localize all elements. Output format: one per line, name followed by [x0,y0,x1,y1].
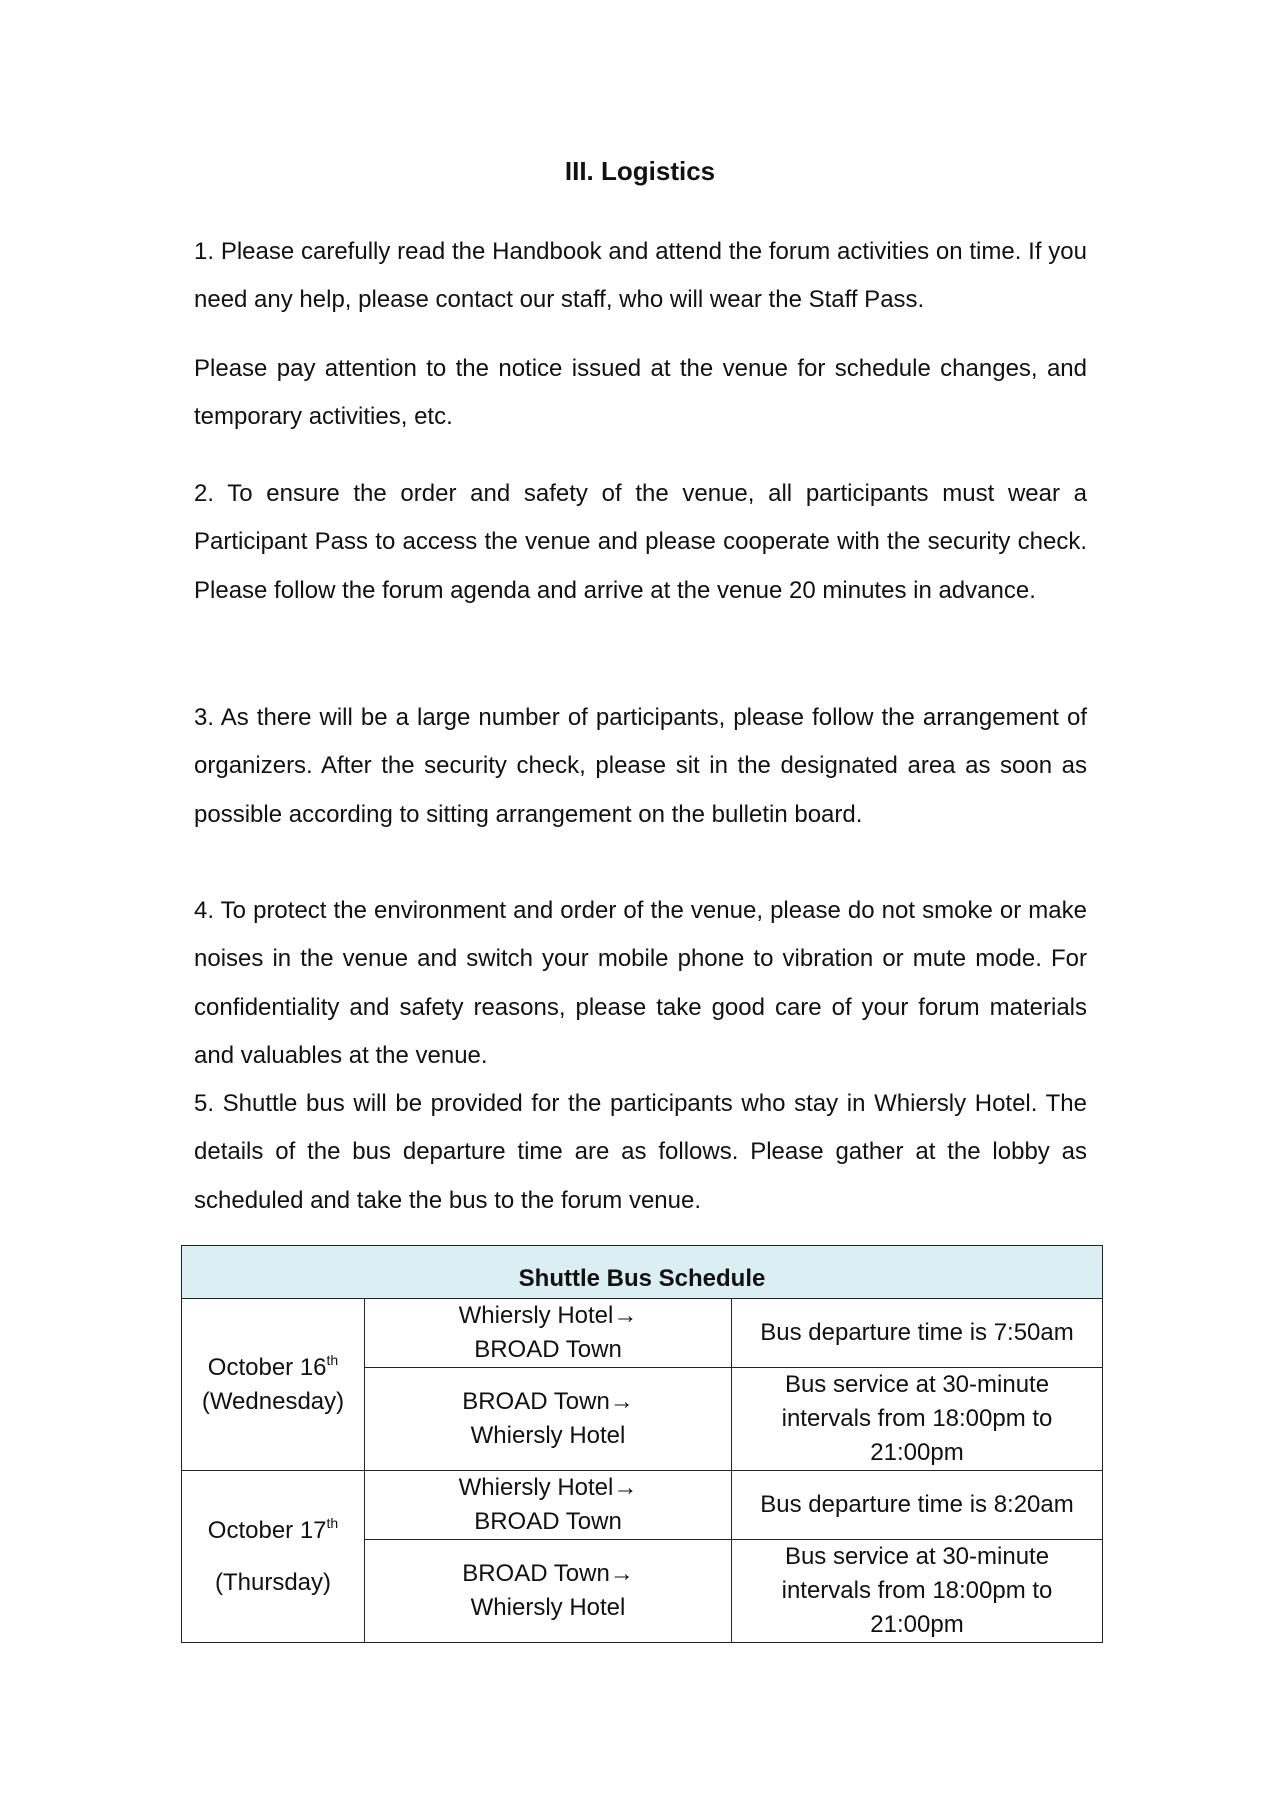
date-text: October 16 [207,1353,327,1381]
weekday-text: (Wednesday) [201,1387,345,1415]
time-text-line-2: intervals from 18:00pm to [781,1405,1053,1432]
time-cell [732,1471,1103,1540]
schedule-title: Shuttle Bus Schedule [182,1246,1103,1299]
weekday-text: (Thursday) [214,1568,332,1596]
table-row [182,1299,1103,1368]
route-origin: Whiersly Hotel→ [458,1474,638,1501]
date-text: October 17 [207,1516,327,1544]
route-origin: BROAD Town→ [462,1560,634,1587]
route-cell [365,1299,732,1368]
paragraph-1-note: Please pay attention to the notice issued at the venue for schedule changes, and temporary activities, etc. [194,355,1087,431]
shuttle-bus-schedule-table [181,1245,1103,1643]
route-origin: Whiersly Hotel→ [458,1302,638,1329]
paragraph-1: 1. Please carefully read the Handbook and attend the forum activities on time. If you need any help, please contact our staff, who will wear the Staff Pass. [194,238,1087,314]
route-cell [365,1540,732,1643]
time-text: Bus departure time is 7:50am [760,1319,1074,1346]
time-text-line-2: intervals from 18:00pm to [781,1577,1053,1604]
time-cell [732,1299,1103,1368]
route-destination: Whiersly Hotel [470,1422,626,1449]
route-destination: BROAD Town [474,1336,622,1363]
time-cell [732,1540,1103,1643]
time-text: Bus departure time is 8:20am [760,1491,1074,1518]
date-suffix: th [326,1351,339,1368]
route-cell [365,1471,732,1540]
date-cell [182,1299,365,1471]
time-text-line-1: Bus service at 30-minute [784,1543,1050,1570]
route-destination: Whiersly Hotel [470,1594,626,1621]
table-row [182,1471,1103,1540]
route-cell [365,1368,732,1471]
paragraph-4: 4. To protect the environment and order of the venue, please do not smoke or make noises in the venue and switch your mobile phone to vibration or mute mode. For confidentiality and safety reasons, please take good care of your forum materials and valuables at the venue. [194,897,1087,1069]
date-suffix: th [326,1514,339,1531]
route-origin: BROAD Town→ [462,1388,634,1415]
date-cell [182,1471,365,1643]
paragraph-2: 2. To ensure the order and safety of the venue, all participants must wear a Participant Pass to access the venue and please cooperate with the security check. Please follow the forum agenda and arrive at the venue 20 minutes in advance. [194,480,1087,604]
paragraph-5: 5. Shuttle bus will be provided for the participants who stay in Whiersly Hotel. The details of the bus departure time are as follows. Please gather at the lobby as scheduled and take the bus to the forum venue. [194,1090,1087,1214]
time-text-line-3: 21:00pm [870,1439,964,1466]
time-text-line-3: 21:00pm [870,1611,964,1638]
time-cell [732,1368,1103,1471]
section-title: III. Logistics [564,156,716,186]
time-text-line-1: Bus service at 30-minute [784,1371,1050,1398]
paragraph-3: 3. As there will be a large number of participants, please follow the arrangement of organizers. After the security check, please sit in the designated area as soon as possible according to sitting arrangement on the bulletin board. [194,704,1087,828]
route-destination: BROAD Town [474,1508,622,1535]
